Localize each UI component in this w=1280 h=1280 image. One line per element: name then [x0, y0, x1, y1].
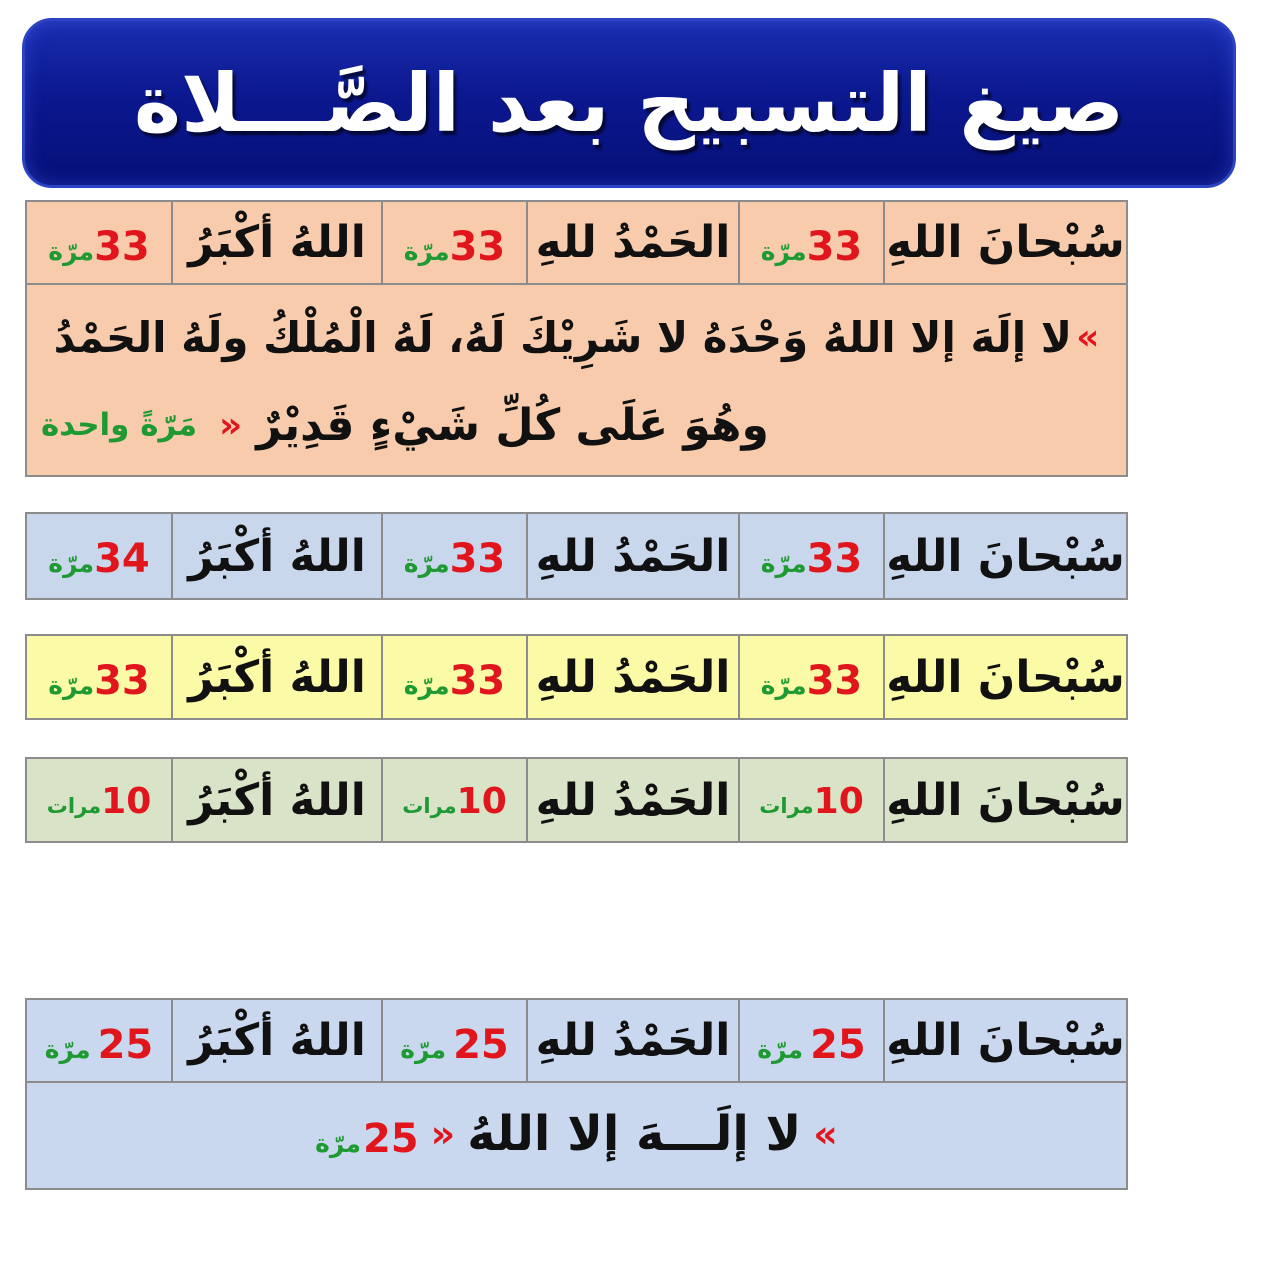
count-number: 10: [813, 781, 864, 822]
phrase-text: الحَمْدُ للهِ: [535, 217, 731, 268]
count-cell: [738, 202, 883, 283]
phrase-cell-alhamdulillah: [526, 514, 738, 598]
phrase-cell-subhanallah: [883, 1000, 1126, 1081]
tahlil-line-2: [27, 381, 1126, 469]
tahlil-text-group: [219, 400, 769, 451]
phrase-text: الحَمْدُ للهِ: [535, 1015, 731, 1066]
phrase-text: اللهُ أكْبَرُ: [188, 217, 366, 268]
tasbih-row: [27, 514, 1126, 598]
count-number: 33: [806, 658, 863, 704]
count-number: 33: [449, 224, 506, 270]
count-unit: مرّة: [760, 237, 807, 266]
phrase-cell-alhamdulillah: [526, 636, 738, 718]
phrase-cell-subhanallah: [883, 759, 1126, 841]
count-unit: مرات: [46, 794, 102, 818]
tasbih-table-4: [25, 757, 1128, 843]
count-unit: مرّة: [760, 549, 807, 578]
count-unit: مرّة: [757, 1035, 804, 1064]
phrase-text: اللهُ أكْبَرُ: [188, 774, 366, 826]
phrase-text: اللهُ أكْبَرُ: [188, 1015, 366, 1066]
count-cell: [738, 1000, 883, 1081]
count-number: 33: [806, 536, 863, 582]
count-unit: مرّة: [48, 549, 95, 578]
quote-open-mark: «: [813, 1111, 838, 1156]
phrase-cell-subhanallah: [883, 636, 1126, 718]
tasbih-row: [27, 636, 1126, 718]
count-unit: مرات: [759, 794, 814, 818]
tasbih-table-3: [25, 634, 1128, 720]
tahlil-text-line-1: لا إلَهَ إلا اللهُ وَحْدَهُ لا شَرِيْكَ لَهُ، لَهُ الْمُلْكُ ولَهُ الحَمْدُ: [53, 312, 1073, 362]
phrase-cell-alhamdulillah: [526, 1000, 738, 1081]
count-unit: مرات: [402, 794, 457, 818]
quote-open-mark: «: [1076, 316, 1100, 358]
tahlil-text: لا إلَـــهَ إلا اللهُ: [467, 1105, 802, 1162]
count-unit: مرّة: [403, 549, 450, 578]
tahlil-count: [315, 1106, 418, 1162]
count-cell: [381, 202, 526, 283]
count-number: 34: [94, 536, 150, 582]
count-cell: [738, 514, 883, 598]
count-cell: [738, 636, 883, 718]
phrase-text: اللهُ أكْبَرُ: [188, 651, 366, 703]
count-cell: [381, 636, 526, 718]
phrase-cell-allahuakbar: [171, 1000, 381, 1081]
count-number: 33: [449, 536, 506, 582]
count-unit: مرّة: [403, 671, 450, 700]
tahlil-row: [27, 1083, 1126, 1184]
count-number: 33: [806, 224, 863, 270]
count-cell: [27, 636, 171, 718]
phrase-text: سُبْحانَ اللهِ: [886, 774, 1125, 826]
count-number: 33: [94, 658, 150, 704]
tahlil-line-1: [27, 293, 1126, 381]
title-banner: [22, 18, 1236, 188]
tasbih-table-1: [25, 200, 1128, 477]
count-number: 33: [94, 224, 150, 270]
count-unit: مرّة: [760, 671, 807, 700]
count-unit: مرّة: [48, 671, 95, 700]
phrase-text: الحَمْدُ للهِ: [535, 774, 731, 826]
phrase-cell-allahuakbar: [171, 636, 381, 718]
phrase-text: سُبْحانَ اللهِ: [886, 651, 1125, 703]
once-label: مَرّةً واحدة: [41, 407, 198, 443]
phrase-text: الحَمْدُ للهِ: [535, 651, 731, 703]
phrase-cell-subhanallah: [883, 202, 1126, 283]
tasbih-row: [27, 202, 1126, 285]
phrase-text: سُبْحانَ اللهِ: [886, 1015, 1125, 1066]
count-cell: [27, 759, 171, 841]
count-cell: [27, 202, 171, 283]
quote-close-mark: »: [219, 404, 243, 446]
tahlil-text-line-2: وهُوَ عَلَى كُلِّ شَيْءٍ قَدِيْرٌ: [256, 399, 769, 451]
phrase-cell-allahuakbar: [171, 514, 381, 598]
phrase-cell-alhamdulillah: [526, 202, 738, 283]
count-unit: مرّة: [315, 1128, 361, 1158]
count-unit: مرّة: [400, 1035, 447, 1064]
phrase-text: سُبْحانَ اللهِ: [886, 217, 1125, 268]
count-number: 33: [449, 658, 506, 704]
phrase-cell-subhanallah: [883, 514, 1126, 598]
count-cell: [381, 514, 526, 598]
count-number: 25: [97, 1022, 154, 1068]
count-number: 10: [456, 781, 507, 822]
phrase-text: اللهُ أكْبَرُ: [188, 530, 366, 582]
count-number: 25: [453, 1022, 509, 1068]
tahlil-row: [27, 285, 1126, 475]
count-unit: مرّة: [44, 1035, 91, 1064]
phrase-cell-alhamdulillah: [526, 759, 738, 841]
tasbih-table-2: [25, 512, 1128, 600]
quote-close-mark: »: [430, 1111, 456, 1156]
count-unit: مرّة: [403, 237, 450, 266]
count-number: 25: [810, 1022, 866, 1068]
tasbih-row: [27, 1000, 1126, 1083]
count-cell: [738, 759, 883, 841]
count-cell: [381, 1000, 526, 1081]
count-number: 25: [362, 1115, 419, 1162]
count-cell: [381, 759, 526, 841]
tasbih-table-5: [25, 998, 1128, 1190]
page-title: صيغ التسبيح بعد الصَّـــلاة: [133, 56, 1125, 150]
phrase-text: الحَمْدُ للهِ: [535, 530, 731, 582]
phrase-cell-allahuakbar: [171, 759, 381, 841]
count-cell: [27, 1000, 171, 1081]
phrase-cell-allahuakbar: [171, 202, 381, 283]
count-unit: مرّة: [48, 237, 95, 266]
count-cell: [27, 514, 171, 598]
phrase-text: سُبْحانَ اللهِ: [886, 530, 1125, 582]
tasbih-row: [27, 759, 1126, 841]
count-number: 10: [101, 781, 152, 822]
